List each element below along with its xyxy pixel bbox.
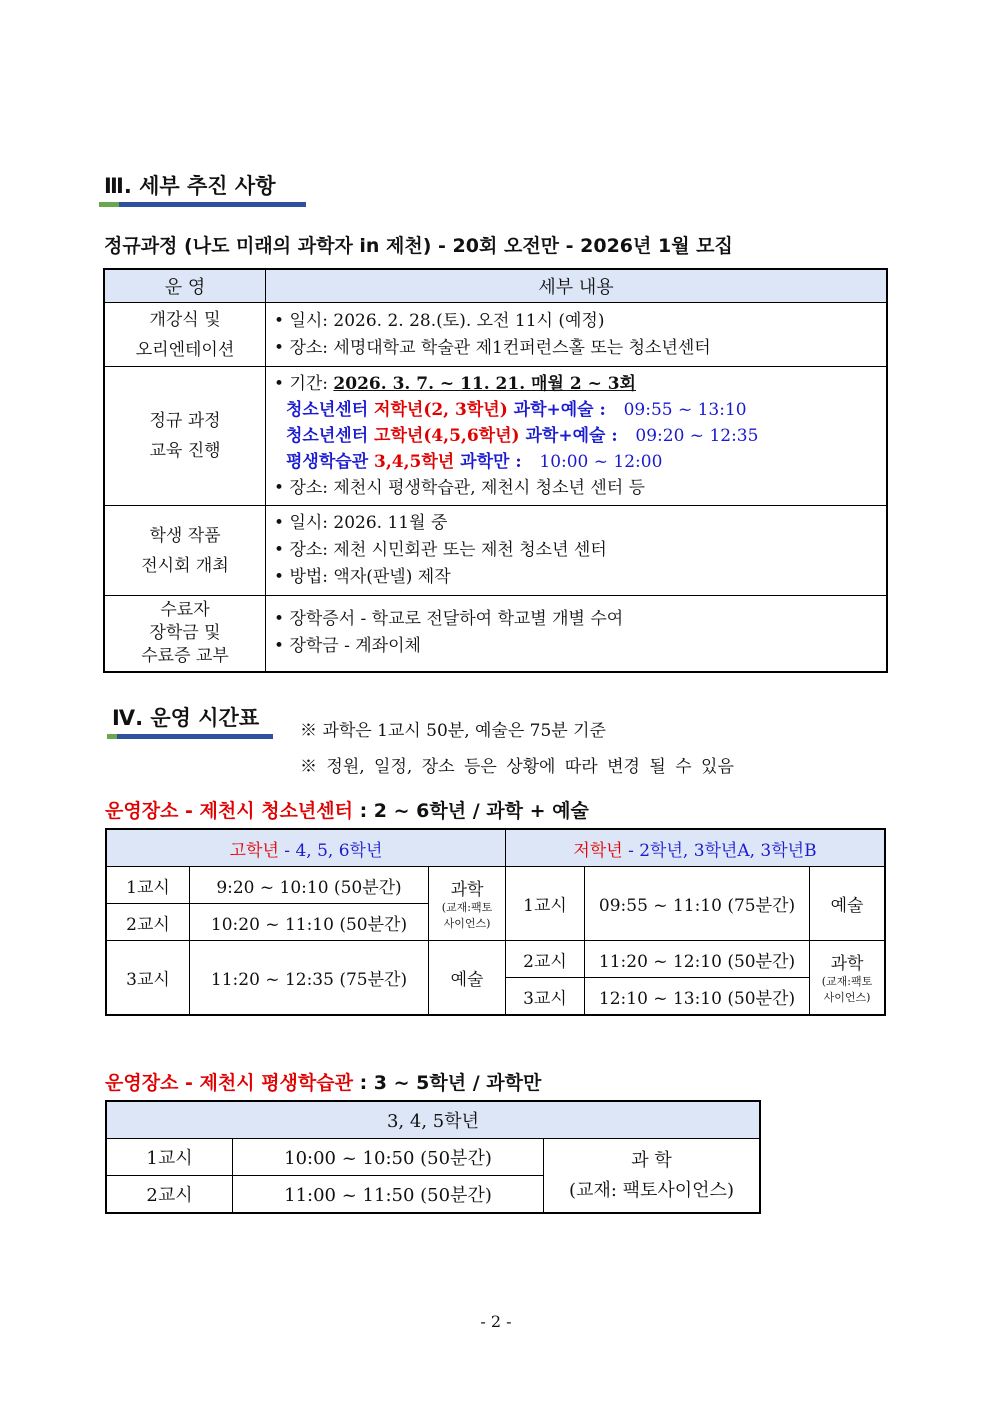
subject-cell: 과 학 (교재: 팩토사이언스) (544, 1139, 761, 1214)
period-time: 10:20 ~ 11:10 (50분간) (190, 904, 429, 941)
page-number: - 2 - (480, 1312, 512, 1331)
venue-2-title: 운영장소 - 제천시 평생학습관 : 3 ~ 5학년 / 과학만 (105, 1072, 542, 1094)
subject-cell: 예술 (429, 941, 506, 1016)
low-grade-header: 저학년 - 2학년, 3학년A, 3학년B (506, 829, 886, 867)
details-table (103, 268, 888, 673)
subject-cell: 과학 (교재:팩토 사이언스) (429, 867, 506, 941)
row-content-scholarship: • 장학증서 - 학교로 전달하여 학교별 개별 수여 • 장학금 - 계좌이체 (266, 596, 888, 672)
youth-center-timetable (105, 828, 886, 1016)
section-3-title: Ⅲ. 세부 추진 사항 (104, 174, 276, 198)
row-label-scholarship: 수료자 장학금 및 수료증 교부 (104, 596, 266, 672)
period-label: 2교시 (506, 941, 585, 978)
subject-cell: 과학 (교재:팩토 사이언스) (810, 941, 886, 1016)
period-time: 11:00 ~ 11:50 (50분간) (233, 1176, 544, 1214)
period-label: 2교시 (106, 904, 190, 941)
schedule-line-1: 청소년센터 저학년(2, 3학년) 과학+예술 : 09:55 ~ 13:10 (286, 400, 747, 420)
period-time: 10:00 ~ 10:50 (50분간) (233, 1139, 544, 1176)
col-operation: 운 영 (104, 269, 266, 303)
row-label-orientation: 개강식 및 오리엔테이션 (104, 303, 266, 367)
period-time: 11:20 ~ 12:10 (50분간) (585, 941, 810, 978)
grade-header: 3, 4, 5학년 (106, 1101, 760, 1139)
period-time: 9:20 ~ 10:10 (50분간) (190, 867, 429, 904)
subject-cell: 예술 (810, 867, 886, 941)
period-label: 1교시 (506, 867, 585, 941)
section-4-underline (107, 734, 273, 739)
lifelong-center-timetable (105, 1100, 761, 1214)
row-content-orientation: • 일시: 2026. 2. 28.(토). 오전 11시 (예정) • 장소: 세명대학교 학술관 제1컨퍼런스홀 또는 청소년센터 (266, 303, 888, 367)
row-label-exhibition: 학생 작품 전시회 개최 (104, 506, 266, 596)
col-details: 세부 내용 (266, 269, 888, 303)
schedule-line-3: 평생학습관 3,4,5학년 과학만 : 10:00 ~ 12:00 (286, 452, 663, 472)
section-4-title: Ⅳ. 운영 시간표 (112, 706, 260, 730)
period-label: 3교시 (506, 978, 585, 1016)
period-label: 1교시 (106, 867, 190, 904)
period-time: 09:55 ~ 11:10 (75분간) (585, 867, 810, 941)
period-time: 11:20 ~ 12:35 (75분간) (190, 941, 429, 1016)
row-content-regular: • 기간: 2026. 3. 7. ~ 11. 21. 매월 2 ~ 3회 청소년센터 저학년(2, 3학년) 과학+예술 : 09:55 ~ 13:10 청소년센터 고학년(4,5,6학년) 과학+예술 : 09:20 ~ 12:35 평생학습관 3,4,5학년 과학만 : 10:00 ~ 12:00 • 장소: 제천시 평생학습관, 제천시 청소년 센터 등 (266, 367, 888, 506)
regular-course-title: 정규과정 (나도 미래의 과학자 in 제천) - 20회 오전만 - 2026년 1월 모집 (104, 235, 733, 257)
row-content-exhibition: • 일시: 2026. 11월 중 • 장소: 제천 시민회관 또는 제천 청소년 센터 • 방법: 액자(판넬) 제작 (266, 506, 888, 596)
period-label: 2교시 (106, 1176, 233, 1214)
period-label: 1교시 (106, 1139, 233, 1176)
period-label: 3교시 (106, 941, 190, 1016)
period-time: 12:10 ~ 13:10 (50분간) (585, 978, 810, 1016)
schedule-line-2: 청소년센터 고학년(4,5,6학년) 과학+예술 : 09:20 ~ 12:35 (286, 426, 759, 446)
venue-1-title: 운영장소 - 제천시 청소년센터 : 2 ~ 6학년 / 과학 + 예술 (105, 800, 589, 822)
row-label-regular: 정규 과정 교육 진행 (104, 367, 266, 506)
high-grade-header: 고학년 - 4, 5, 6학년 (106, 829, 506, 867)
note-2: ※ 정원, 일정, 장소 등은 상황에 따라 변경 될 수 있음 (300, 757, 734, 777)
section-3-underline (99, 202, 306, 207)
note-1: ※ 과학은 1교시 50분, 예술은 75분 기준 (300, 721, 606, 741)
